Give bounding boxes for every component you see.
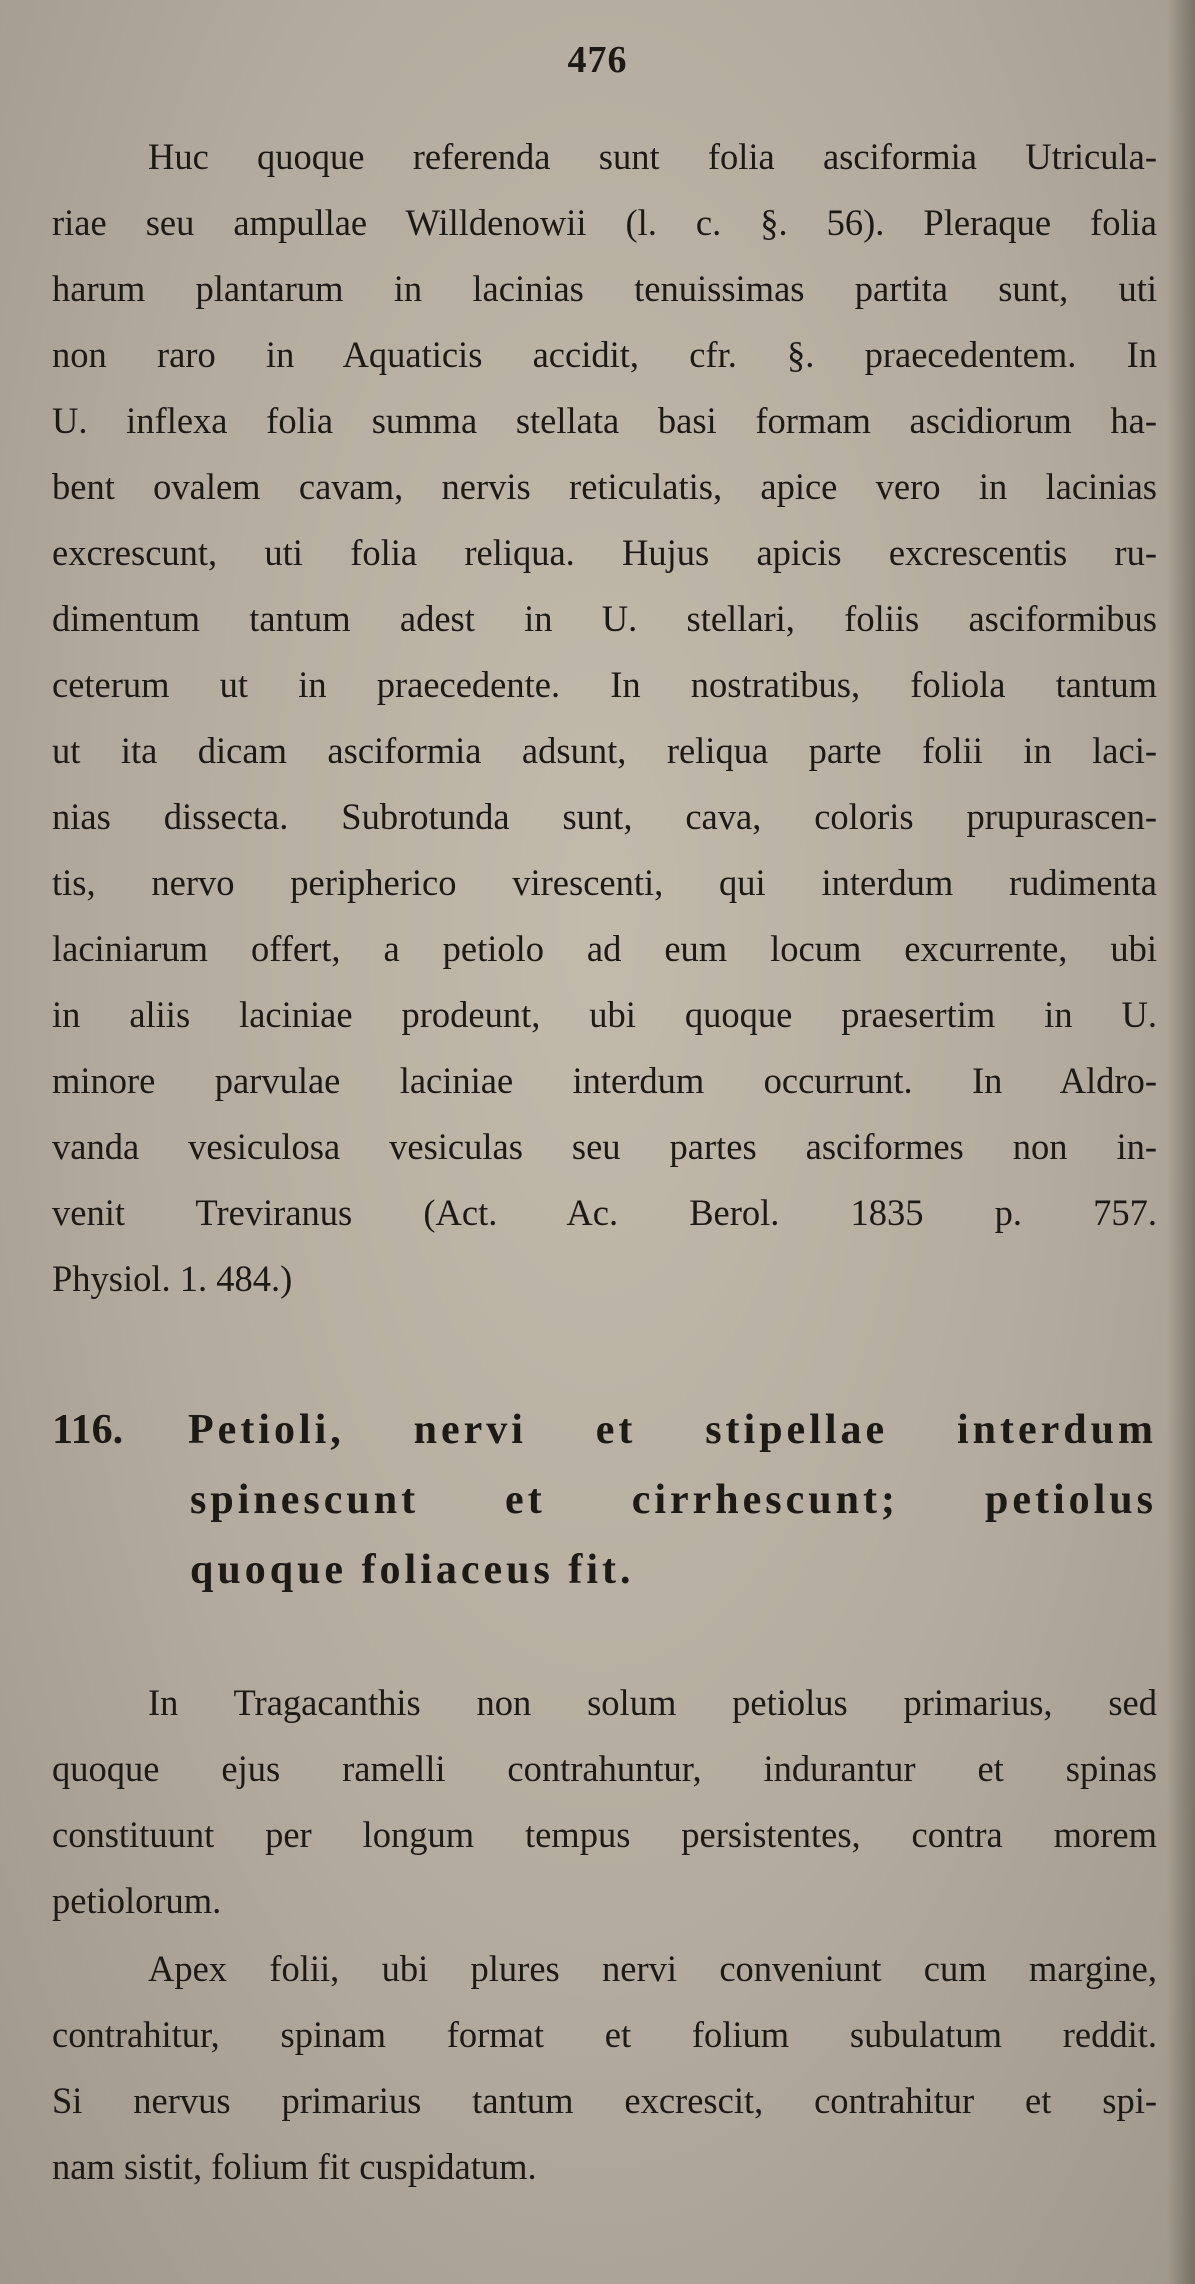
- text-line: harum plantarum in lacinias tenuissimas partita sunt, uti: [52, 268, 1157, 309]
- text-line: Huc quoque referenda sunt folia asciformia Utricula-: [148, 136, 1157, 177]
- text-line: bent ovalem cavam, nervis reticulatis, apice vero in lacinias: [52, 466, 1157, 507]
- text-line: Physiol. 1. 484.): [52, 1258, 293, 1299]
- text-line: nam sistit, folium fit cuspidatum.: [52, 2146, 537, 2187]
- text-line: Apex folii, ubi plures nervi conveniunt cum margine,: [148, 1948, 1157, 1989]
- text-line: minore parvulae laciniae interdum occurrunt. In Aldro-: [52, 1060, 1157, 1101]
- text-line: venit Treviranus (Act. Ac. Berol. 1835 p. 757.: [52, 1192, 1157, 1233]
- heading-line: quoque foliaceus fit.: [190, 1547, 635, 1593]
- text-line: quoque ejus ramelli contrahuntur, indurantur et spinas: [52, 1748, 1157, 1789]
- text-line: U. inflexa folia summa stellata basi formam ascidiorum ha-: [52, 400, 1157, 441]
- text-line: dimentum tantum adest in U. stellari, foliis asciformibus: [52, 598, 1157, 639]
- heading-line: [52, 1400, 1157, 1460]
- page-edge-shadow: [1167, 0, 1195, 2284]
- text-line: riae seu ampullae Willdenowii (l. c. §. 56). Pleraque folia: [52, 202, 1157, 243]
- text-line: contrahitur, spinam format et folium subulatum reddit.: [52, 2014, 1157, 2055]
- text-line: vanda vesiculosa vesiculas seu partes asciformes non in-: [52, 1126, 1157, 1167]
- text-line: ut ita dicam asciformia adsunt, reliqua parte folii in laci-: [52, 730, 1157, 771]
- text-line: non raro in Aquaticis accidit, cfr. §. praecedentem. In: [52, 334, 1157, 375]
- text-line: excrescunt, uti folia reliqua. Hujus apicis excrescentis ru-: [52, 532, 1157, 573]
- text-line: laciniarum offert, a petiolo ad eum locum excurrente, ubi: [52, 928, 1157, 969]
- text-line: petiolorum.: [52, 1880, 222, 1921]
- text-line: ceterum ut in praecedente. In nostratibus, foliola tantum: [52, 664, 1157, 705]
- page-number: 476: [567, 39, 628, 81]
- heading-line: spinescunt et cirrhescunt; petiolus: [190, 1477, 1157, 1523]
- text-line: In Tragacanthis non solum petiolus primarius, sed: [148, 1682, 1157, 1723]
- text-line: constituunt per longum tempus persistentes, contra morem: [52, 1814, 1157, 1855]
- text-line: Si nervus primarius tantum excrescit, contrahitur et spi-: [52, 2080, 1157, 2121]
- text-line: nias dissecta. Subrotunda sunt, cava, coloris prupurascen-: [52, 796, 1157, 837]
- heading-text: Petioli, nervi et stipellae interdum: [188, 1407, 1157, 1453]
- text-line: tis, nervo peripherico virescenti, qui interdum rudimenta: [52, 862, 1157, 903]
- text-line: in aliis laciniae prodeunt, ubi quoque praesertim in U.: [52, 994, 1157, 1035]
- section-number: 116.: [52, 1407, 124, 1453]
